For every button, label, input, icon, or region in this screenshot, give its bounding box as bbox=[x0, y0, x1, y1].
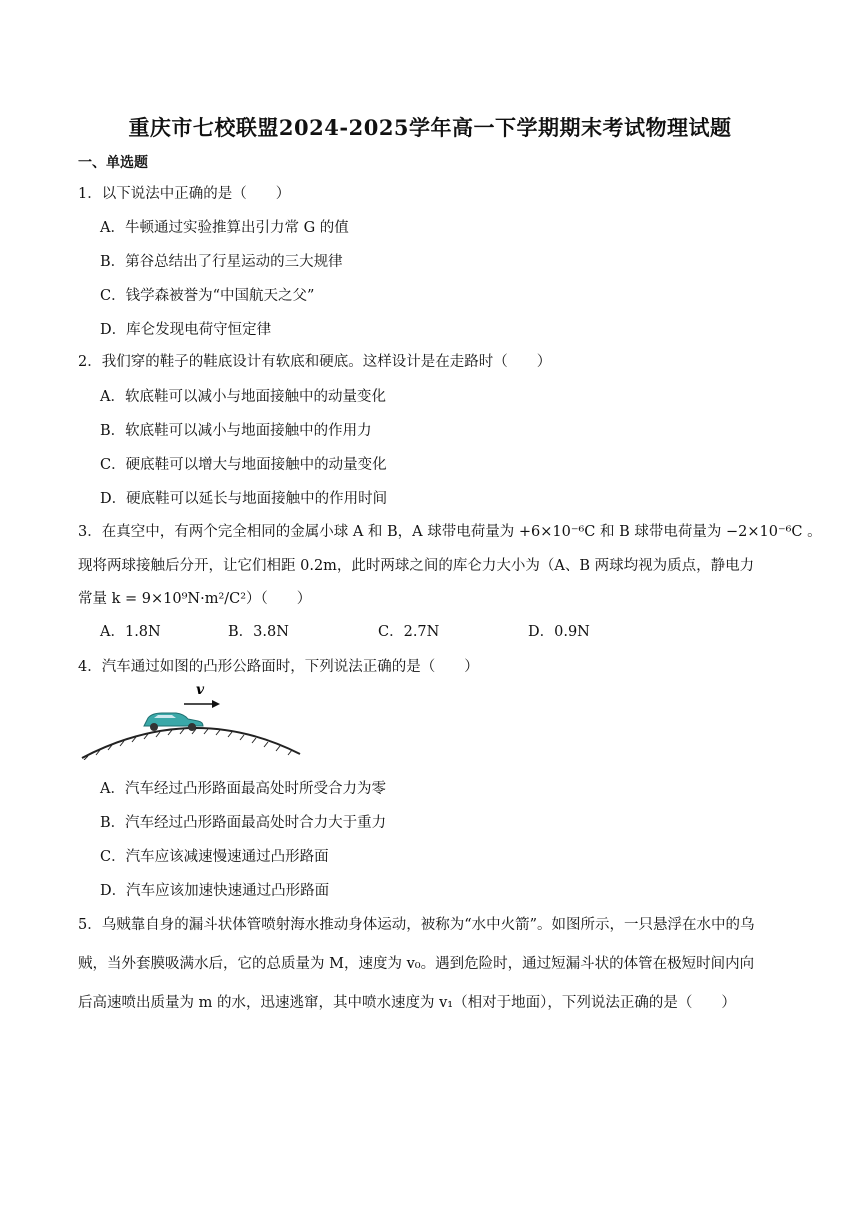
road-hatching bbox=[84, 729, 292, 760]
convex-road-figure bbox=[78, 680, 308, 760]
question-2-option-c: C．硬底鞋可以增大与地面接触中的动量变化 bbox=[100, 457, 387, 473]
question-4-option-d: D．汽车应该加速快速通过凸形路面 bbox=[100, 883, 330, 899]
question-1-stem: 1．以下说法中正确的是（ ） bbox=[78, 186, 291, 202]
question-3-option-d: D．0.9N bbox=[528, 624, 590, 640]
page-title: 重庆市七校联盟2024-2025学年高一下学期期末考试物理试题 bbox=[128, 115, 732, 140]
question-1-option-c: C．钱学森被誉为“中国航天之父” bbox=[100, 288, 315, 304]
question-3-line-3: 常量 k = 9×10⁹N·m²/C²）（ ） bbox=[78, 591, 312, 607]
question-4-option-b: B．汽车经过凸形路面最高处时合力大于重力 bbox=[100, 815, 387, 831]
question-5-line-3: 后高速喷出质量为 m 的水，迅速逃窜，其中喷水速度为 v₁（相对于地面），下列说法正确的是（ ） bbox=[78, 995, 736, 1011]
question-3-line-1: 3．在真空中，有两个完全相同的金属小球 A 和 B，A 球带电荷量为 +6×10⁻⁶C 和 B 球带电荷量为 −2×10⁻⁶C 。 bbox=[78, 524, 822, 540]
question-4-option-a: A．汽车经过凸形路面最高处时所受合力为零 bbox=[100, 781, 386, 797]
section-heading: 一、单选题 bbox=[78, 155, 148, 171]
question-4-option-c: C．汽车应该减速慢速通过凸形路面 bbox=[100, 849, 329, 865]
question-3-option-c: C．2.7N bbox=[378, 624, 440, 640]
question-3-line-2: 现将两球接触后分开，让它们相距 0.2m，此时两球之间的库仑力大小为（A、B 两球均视为质点，静电力 bbox=[78, 558, 755, 574]
question-1-option-b: B．第谷总结出了行星运动的三大规律 bbox=[100, 254, 343, 270]
question-3-option-b: B．3.8N bbox=[228, 624, 289, 640]
velocity-label: v bbox=[196, 682, 205, 698]
question-2-option-d: D．硬底鞋可以延长与地面接触中的作用时间 bbox=[100, 491, 388, 507]
velocity-arrow-icon bbox=[184, 700, 220, 708]
question-1-option-d: D．库仑发现电荷守恒定律 bbox=[100, 322, 272, 338]
question-5-line-1: 5．乌贼靠自身的漏斗状体管喷射海水推动身体运动，被称为“水中火箭”。如图所示，一只悬浮在水中的乌 bbox=[78, 917, 755, 933]
question-4-stem: 4．汽车通过如图的凸形公路面时，下列说法正确的是（ ） bbox=[78, 659, 479, 675]
question-5-line-2: 贼，当外套膜吸满水后，它的总质量为 M，速度为 v₀。遇到危险时，通过短漏斗状的体管在极短时间内向 bbox=[78, 956, 755, 972]
question-2-stem: 2．我们穿的鞋子的鞋底设计有软底和硬底。这样设计是在走路时（ ） bbox=[78, 354, 552, 370]
question-3-option-a: A．1.8N bbox=[100, 624, 161, 640]
question-2-option-a: A．软底鞋可以减小与地面接触中的动量变化 bbox=[100, 389, 386, 405]
question-2-option-b: B．软底鞋可以减小与地面接触中的作用力 bbox=[100, 423, 372, 439]
question-1-option-a: A．牛顿通过实验推算出引力常 G 的值 bbox=[100, 220, 349, 236]
